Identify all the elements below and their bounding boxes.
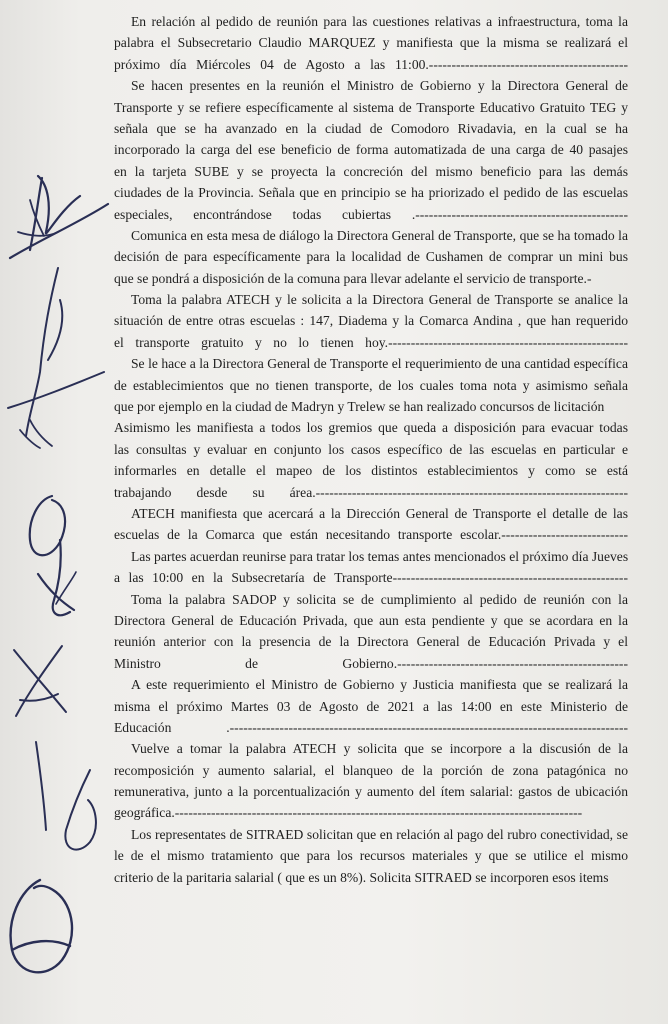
- document-line-10: especiales, encontrándose todas cubiertas .-----------------------------------------------: [114, 206, 628, 222]
- document-line-9: ciudades de la Provincia. Señala que en principio se ha priorizado el pedido de las escuelas: [114, 185, 628, 201]
- document-line-4: Se hacen presentes en la reunión el Ministro de Gobierno y la Directora General de: [131, 78, 628, 94]
- document-line-40: le de el mismo tratamiento que para los recursos materiales y que se utilice el mismo: [114, 848, 628, 864]
- document-line-6: señala que se ha avanzado en la ciudad de Comodoro Rivadavia, en la cual se ha: [114, 120, 628, 136]
- document-line-31: Ministro de Gobierno.---------------------------------------------------: [114, 655, 628, 671]
- document-line-26: Las partes acuerdan reunirse para tratar los temas antes mencionados el próximo día Jueves: [131, 548, 628, 564]
- document-line-38: geográfica.------------------------------------------------------------------------------------------: [114, 805, 583, 821]
- document-line-32: A este requerimiento el Ministro de Gobierno y Justicia manifiesta que se realizará la: [131, 677, 628, 693]
- document-line-36: recomposición y aumento salarial, el blanqueo de la porción de zona patagónica no: [114, 762, 628, 778]
- document-line-5: Transporte y se refiere específicamente al sistema de Transporte Educativo Gratuito TEG y: [114, 99, 628, 115]
- document-line-25: escuelas de la Comarca que están necesitando transporte escolar.----------------------------: [114, 527, 628, 543]
- document-line-18: de establecimientos que no tienen transporte, de los cuales toma nota y asimismo señala: [114, 377, 628, 393]
- document-line-28: Toma la palabra SADOP y solicita se de cumplimiento al pedido de reunión con la: [131, 591, 628, 607]
- document-line-1: En relación al pedido de reunión para las cuestiones relativas a infraestructura, toma la: [131, 14, 628, 29]
- document-line-35: Vuelve a tomar la palabra ATECH y solicita que se incorpore a la discusión de la: [131, 741, 628, 757]
- document-line-8: en la tarjeta SUBE y se proyecta la concreción del mismo beneficio para las demás: [114, 163, 628, 179]
- document-line-30: reunión anterior con la presencia de la Directora General de Educación Privada y el: [114, 634, 628, 650]
- document-line-3: próximo día Miércoles 04 de Agosto a las 11:00.--------------------------------------------: [114, 56, 628, 72]
- document-line-33: misma el próximo Martes 03 de Agosto de 2021 a las 14:00 en este Ministerio de: [114, 698, 628, 714]
- document-line-13: que se pondrá a disposición de la comuna para llevar adelante el servicio de transporte.-: [114, 270, 592, 286]
- document-line-41: criterio de la paritaria salarial ( que es un 8%). Solicita SITRAED se incorporen esos items: [114, 869, 609, 885]
- document-line-29: Directora General de Educación Privada, que aun esta pendiente y que se acordara en la: [114, 612, 628, 628]
- document-line-16: el transporte gratuito y no lo tienen hoy.-----------------------------------------------------: [114, 334, 628, 350]
- document-line-37: remunerativa, junto a la porcentualización y aumento del ítem salarial: gastos de ubicación: [114, 784, 628, 800]
- document-line-15: situación de entre otras escuelas : 147, Diadema y la Comarca Andina , que han requerido: [114, 313, 628, 329]
- document-line-12: decisión de para específicamente para la localidad de Cushamen de comprar un mini bus: [114, 249, 628, 265]
- document-line-21: las consultas y evaluar en conjunto los casos específico de las escuelas en particular e: [114, 441, 628, 457]
- document-line-23: trabajando desde su área.---------------------------------------------------------------------: [114, 484, 628, 500]
- document-line-14: Toma la palabra ATECH y le solicita a la Directora General de Transporte se analice la: [131, 292, 628, 308]
- document-line-7: incorporado la carga del ese beneficio de forma automatizada de una carga de 40 pasajes: [114, 142, 628, 158]
- document-line-2: palabra el Subsecretario Claudio MARQUEZ y manifiesta que la misma se realizará el: [114, 35, 628, 51]
- document-line-20: Asimismo les manifiesta a todos los gremios que queda a disposición para evacuar todas: [114, 420, 628, 436]
- document-line-34: Educación .----------------------------------------------------------------------------------------: [114, 719, 628, 735]
- document-line-17: Se le hace a la Directora General de Transporte el requerimiento de una cantidad específica: [131, 356, 628, 372]
- document-line-39: Los representates de SITRAED solicitan que en relación al pago del rubro conectividad, se: [131, 826, 628, 842]
- document-line-24: ATECH manifiesta que acercará a la Dirección General de Transporte el detalle de las: [131, 505, 628, 521]
- document-body: [114, 11, 628, 888]
- document-line-11: Comunica en esta mesa de diálogo la Directora General de Transporte, que se ha tomado la: [131, 227, 628, 243]
- document-line-19: que por ejemplo en la ciudad de Madryn y Trelew se han realizado concursos de licitación: [114, 399, 605, 415]
- document-line-27: a las 10:00 en la Subsecretaría de Transporte----------------------------------------------------: [114, 570, 628, 586]
- document-line-22: informarles en detalle el mapeo de los distintos establecimientos y como se está: [114, 463, 628, 479]
